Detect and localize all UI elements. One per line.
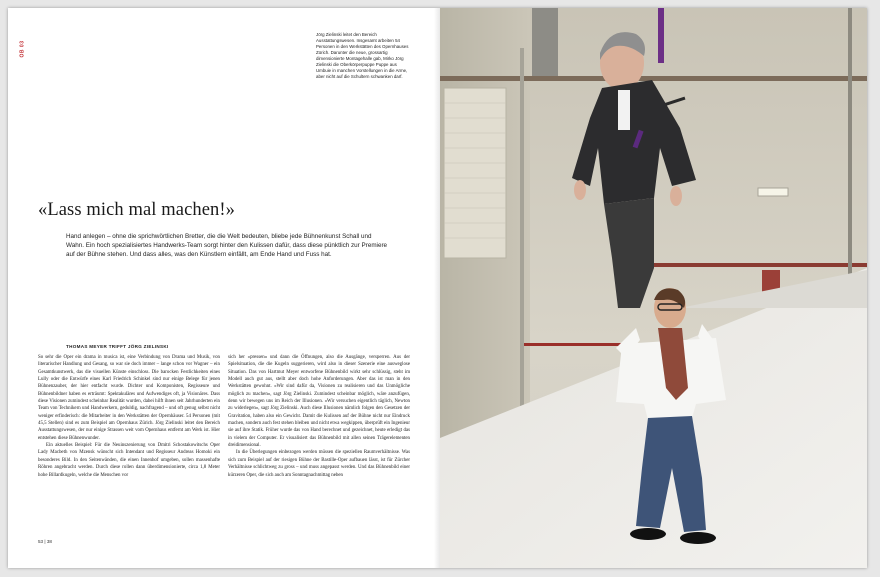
left-page: [8, 8, 440, 568]
photo-caption: Jörg Zielinski leitet den Bereich Ausstattungswesen. Insgesamt arbeiten 54 Personen in den Werkstätten des Opernhauses Zürich. Darunter die neue, grossartig dimensionierte Montagehalle gab, Mirko Jörg Zielinski die Oberkörperpuppe Puppe aus Umbuie in manchen Vorstellungen in die Arme, aber nicht auf die Schultern schwanken darf.: [316, 32, 409, 79]
person-shoe: [630, 528, 666, 540]
puppet-hand: [574, 180, 586, 200]
paragraph: sich her »pressen« und dann die Öffnungen, also die Ausgänge, versperren. Aus der Spielsituation, die die Kugeln suggerieren, wird also in dieser Szenerie eine ausweglose Situation. Das von Hartmut Meyer entworfene Bühnenbild wirkt sehr schlüssig, steht im Modell auch gut aus, stellt aber doch hohe Anforderungen. Aber das ist man in den Werkstätten gewohnt. «Wir sind dafür da, Visionen zu realisieren und das Unmögliche möglich zu machen», sagt Jörg Zielinski. Zumindest scheinbar möglich, wäre anzufügen, denn wir bewegen uns im Reich der Illusionen. «Wir versuchen eigentlich täglich, Newton zu widerlegen», sagt Jörg Zielinski. Auch diese Illusionen nämlich folgen den Gesetzen der Gravitation, haben also ein Gewicht. Damit die Kulissen auf der Bühne nicht nur Eindruck machen, sondern auch fest stehen bleiben und nicht etwa wegkippen, überprüft ein Ingenieur sie auf ihre Statik. Früher wurde das von Hand berechnet und gezeichnet, heute erledigt das in vielem der Computer. Er visualisiert das Bühnenbild mit allen seinen Trägerelementen dreidimensional.: [228, 355, 410, 449]
person-shoe: [680, 532, 716, 544]
paragraph: Ein aktuelles Beispiel: Für die Neuinszenierung von Dmitri Schostakowitschs Oper Lady Macbeth von Mzensk wünscht sich Intendant und Regisseur Andreas Homoki ein besonderes Bild. In den Seitenwänden, die einen Innenhof umgeben, sollen massenhafte Röhren angebracht werden. Durch diese rollen dann überdimensionierte, circa 1,8 Meter hohe Billardkugeln, welche die Menschen vor: [38, 443, 220, 478]
hanging-strap: [658, 8, 664, 63]
article-byline: THOMAS MEYER TRIFFT JÖRG ZIELINSKI: [66, 344, 169, 349]
magazine-spread: [8, 8, 867, 568]
pipe: [440, 76, 867, 81]
pipe: [848, 8, 852, 308]
pipe: [520, 48, 524, 448]
body-column-right: [228, 354, 410, 479]
paragraph: In die Überlegungen einbezogen werden müssen die speziellen Raumverhältnisse. Was sich zum Beispiel auf der riesigen Bühne der Bastille-Oper aufbauen lässt, ist für Zürcher Verhältnisse schlichtweg zu gross – und muss angepasst werden. Und das Bühnenbild einer kürzeren Oper, die sich auch am Sonntagnachmittag neben: [228, 450, 410, 478]
puppet-hand: [670, 186, 682, 206]
radiator-panel: [444, 88, 506, 258]
puppet-shirt: [618, 90, 630, 130]
wall-lamp: [758, 188, 788, 196]
right-page-photo: [440, 8, 867, 568]
ceiling-duct: [532, 8, 558, 78]
pipe: [640, 263, 867, 267]
paragraph: So sehr die Oper ein drama in musica ist, eine Verbindung von Drama und Musik, von literarischer Handlung und Gesang, so war sie doch immer – lange schon vor Wagner – ein Gesamtkunstwerk, das die visuellen Künste einschloss. Die barocken Festlichkeiten eines Lully oder die Entwürfe eines Karl Friedrich Schinkel sind nur einige Belege für jenen Bühnenzauber, der hier entfacht wurde. Dichter und Komponisten, Regisseure und Bühnenbildner haben es erträumt: Spektakuläres und Aufwendiges oft, ja Visionäres. Dass diese Visionen zumindest scheinbar Realität wurden, dabei hilft ihnen seit Jahrhunderten ein Team von Technikern und Handwerkern, geduldig, nachfragend – und oft genug selbst nicht weniger erfinderisch: die Mitarbeiter in den Werkstätten der Opernhäuser. 54 Personen (mit 45,5 Stellen) sind es zum Beispiel am Opernhaus Zürich. Jörg Zielinski leitet den Bereich Ausstattungswesen, der nur einige Strassen weit vom Opernhaus entfernt am Werk ist. Hier entstehen diese Bühnenwunder.: [38, 355, 220, 441]
page-number: 53 | 38: [38, 539, 52, 544]
article-lead: Hand anlegen – ohne die sprichwörtlichen Bretter, die die Welt bedeuten, bliebe jede Bühnenkunst Schall und Wahn. Ein hoch spezialisiertes Handwerks-Team sorgt hinter den Kulissen dafür, dass diese pünktlich zur Premiere auf der Bühne stehen. Und dass alles, was den Künstlern einfällt, am Ende Hand und Fuss hat.: [66, 233, 388, 258]
section-label: OB 03: [19, 40, 26, 58]
article-headline: «Lass mich mal machen!»: [38, 200, 236, 220]
body-column-left: [38, 354, 220, 479]
workshop-photo: [440, 8, 867, 568]
